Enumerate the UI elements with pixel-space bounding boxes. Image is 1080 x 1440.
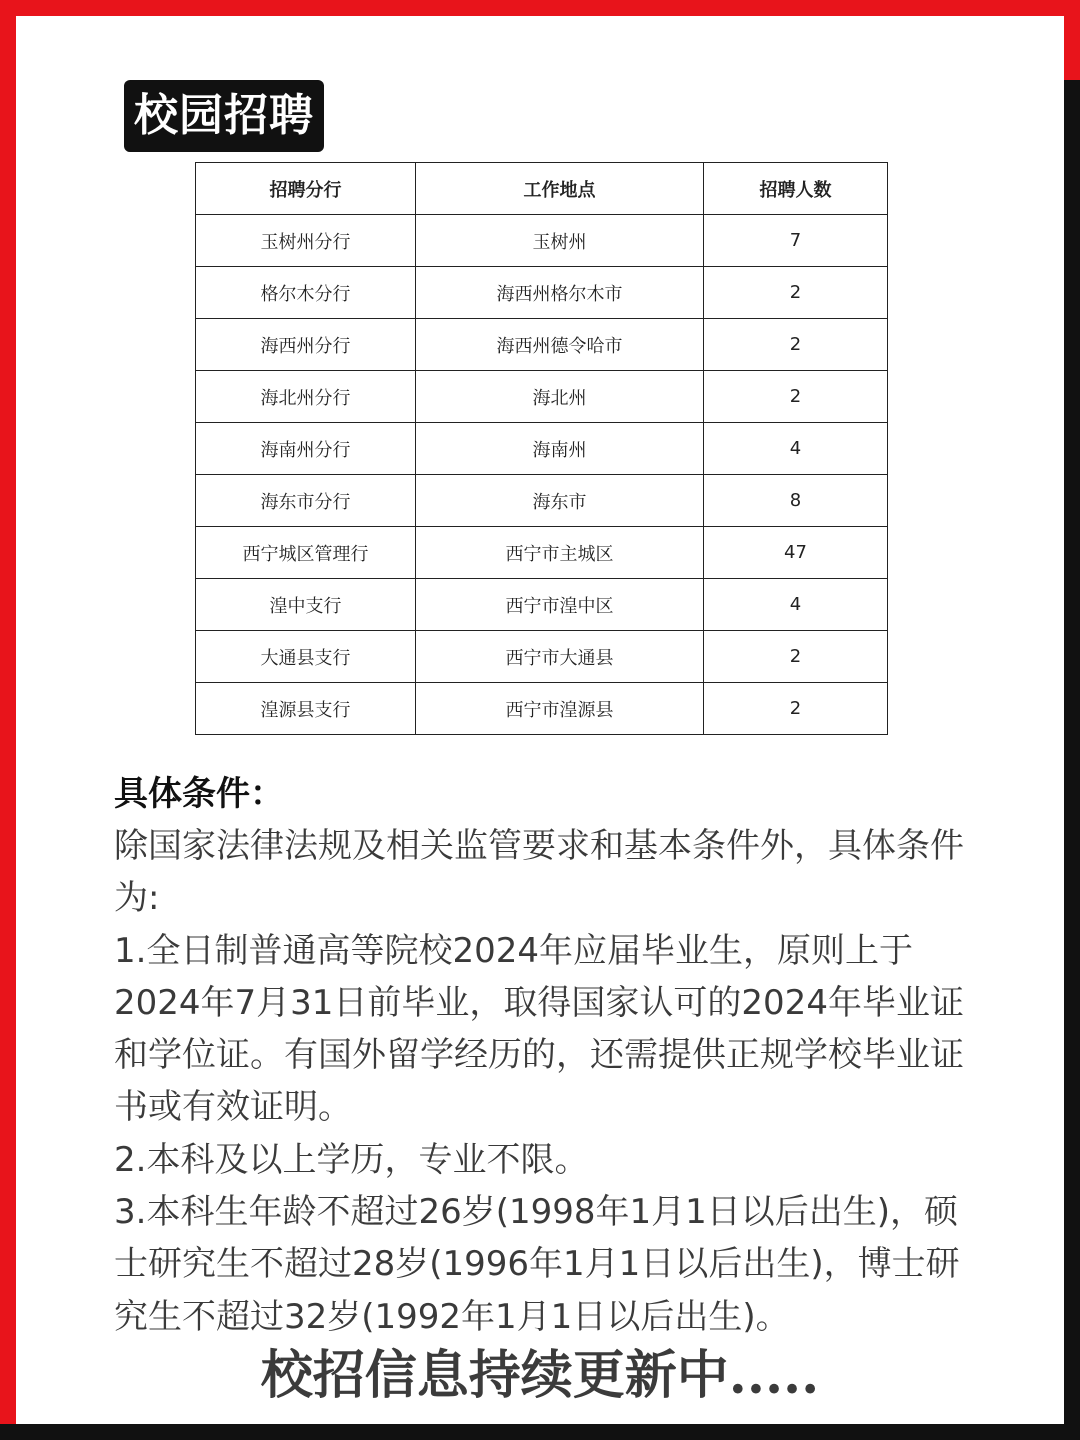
table-row (196, 631, 888, 683)
cell-headcount: 8 (704, 475, 888, 527)
table-row (196, 319, 888, 371)
cell-branch: 海南州分行 (196, 423, 416, 475)
column-header-headcount: 招聘人数 (704, 163, 888, 215)
cell-location: 海西州格尔木市 (416, 267, 704, 319)
table-row (196, 423, 888, 475)
condition-item-graduation: 1.全日制普通高等院校2024年应届毕业生，原则上于2024年7月31日前毕业，取得国家认可的2024年毕业证和学位证。有国外留学经历的，还需提供正规学校毕业证书或有效证明。 (114, 930, 964, 1128)
column-header-location: 工作地点 (416, 163, 704, 215)
table-row (196, 683, 888, 735)
condition-item-degree: 2.本科及以上学历，专业不限。 (114, 1139, 589, 1180)
cell-headcount: 4 (704, 423, 888, 475)
cell-location: 海西州德令哈市 (416, 319, 704, 371)
cell-headcount: 4 (704, 579, 888, 631)
column-header-branch: 招聘分行 (196, 163, 416, 215)
cell-branch: 湟源县支行 (196, 683, 416, 735)
cell-headcount: 7 (704, 215, 888, 267)
frame-right-border (1064, 80, 1080, 1440)
cell-branch: 格尔木分行 (196, 267, 416, 319)
cell-branch: 玉树州分行 (196, 215, 416, 267)
cell-location: 海南州 (416, 423, 704, 475)
cell-location: 玉树州 (416, 215, 704, 267)
cell-location: 西宁市湟源县 (416, 683, 704, 735)
table-row (196, 371, 888, 423)
cell-headcount: 47 (704, 527, 888, 579)
cell-headcount: 2 (704, 631, 888, 683)
table-row (196, 475, 888, 527)
cell-branch: 大通县支行 (196, 631, 416, 683)
table-row (196, 267, 888, 319)
table-header-row (196, 163, 888, 215)
frame-bottom-border (0, 1424, 1080, 1440)
cell-branch: 西宁城区管理行 (196, 527, 416, 579)
frame-right-red-border (1064, 0, 1080, 80)
cell-location: 西宁市主城区 (416, 527, 704, 579)
update-notice: 校招信息持续更新中..... (260, 1345, 820, 1406)
cell-location: 西宁市湟中区 (416, 579, 704, 631)
table-row (196, 215, 888, 267)
cell-branch: 海西州分行 (196, 319, 416, 371)
cell-branch: 海东市分行 (196, 475, 416, 527)
cell-headcount: 2 (704, 683, 888, 735)
cell-location: 西宁市大通县 (416, 631, 704, 683)
conditions-intro: 除国家法律法规及相关监管要求和基本条件外，具体条件为: (114, 826, 964, 919)
condition-item-age: 3.本科生年龄不超过26岁(1998年1月1日以后出生)，硕士研究生不超过28岁(1996年1月1日以后出生)，博士研究生不超过32岁(1992年1月1日以后出生)。 (114, 1192, 960, 1337)
cell-headcount: 2 (704, 267, 888, 319)
table-row (196, 527, 888, 579)
table-row (196, 579, 888, 631)
page-title: 校园招聘 (124, 80, 324, 152)
conditions-section (114, 768, 964, 1343)
cell-headcount: 2 (704, 319, 888, 371)
frame-top-border (0, 0, 1080, 16)
frame-left-border (0, 0, 16, 1440)
recruitment-table (195, 162, 888, 735)
cell-location: 海东市 (416, 475, 704, 527)
cell-branch: 海北州分行 (196, 371, 416, 423)
cell-location: 海北州 (416, 371, 704, 423)
conditions-heading: 具体条件： (114, 774, 284, 814)
cell-headcount: 2 (704, 371, 888, 423)
cell-branch: 湟中支行 (196, 579, 416, 631)
